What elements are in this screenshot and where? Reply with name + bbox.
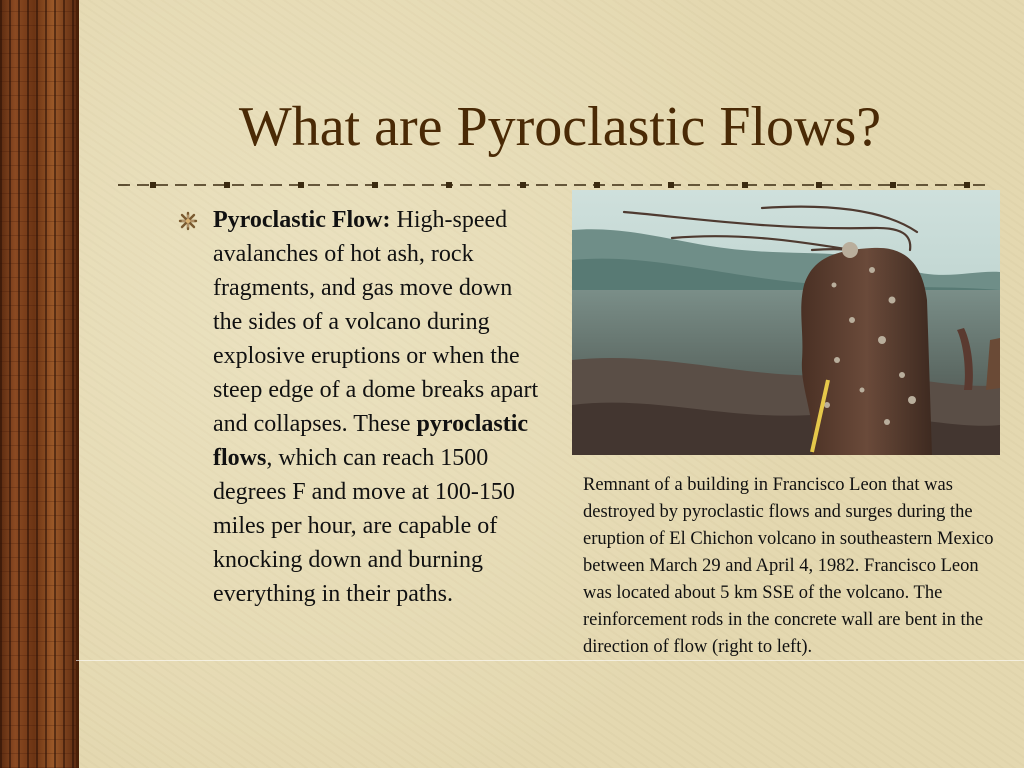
slide-title: What are Pyroclastic Flows? xyxy=(238,96,882,158)
dashed-divider xyxy=(118,180,990,190)
bullet-emphasis: pyroclastic flows xyxy=(213,411,529,471)
wood-border xyxy=(0,0,76,768)
hairline-divider xyxy=(76,660,1024,661)
photo-caption: Remnant of a building in Francisco Leon that was destroyed by pyroclastic flows and surges during the eruption of El Chichon volcano in southeastern Mexico between March 29 and April 4, 1982. Francisco Leon was located about 5 km SSE of the volcano. The reinforcement rods in the concrete wall are bent in the direction of flow (right to left). xyxy=(583,475,994,657)
bullet-text-part-1: High-speed avalanches of hot ash, rock fragments, and gas move down the sides of a volcano during explosive eruptions or when the steep edge of a dome breaks apart and collapses. These xyxy=(213,207,539,437)
bullet-text xyxy=(213,203,543,611)
wood-border-edge xyxy=(76,0,79,768)
bullet-item xyxy=(178,203,543,611)
asterisk-flower-bullet-icon xyxy=(178,211,198,231)
volcano-ruin-photo xyxy=(572,190,1000,455)
bullet-text-part-2: , which can reach 1500 degrees F and move at 100-150 miles per hour, are capable of knocking down and burning everything in their paths. xyxy=(213,445,515,607)
bullet-term: Pyroclastic Flow: xyxy=(213,207,391,233)
